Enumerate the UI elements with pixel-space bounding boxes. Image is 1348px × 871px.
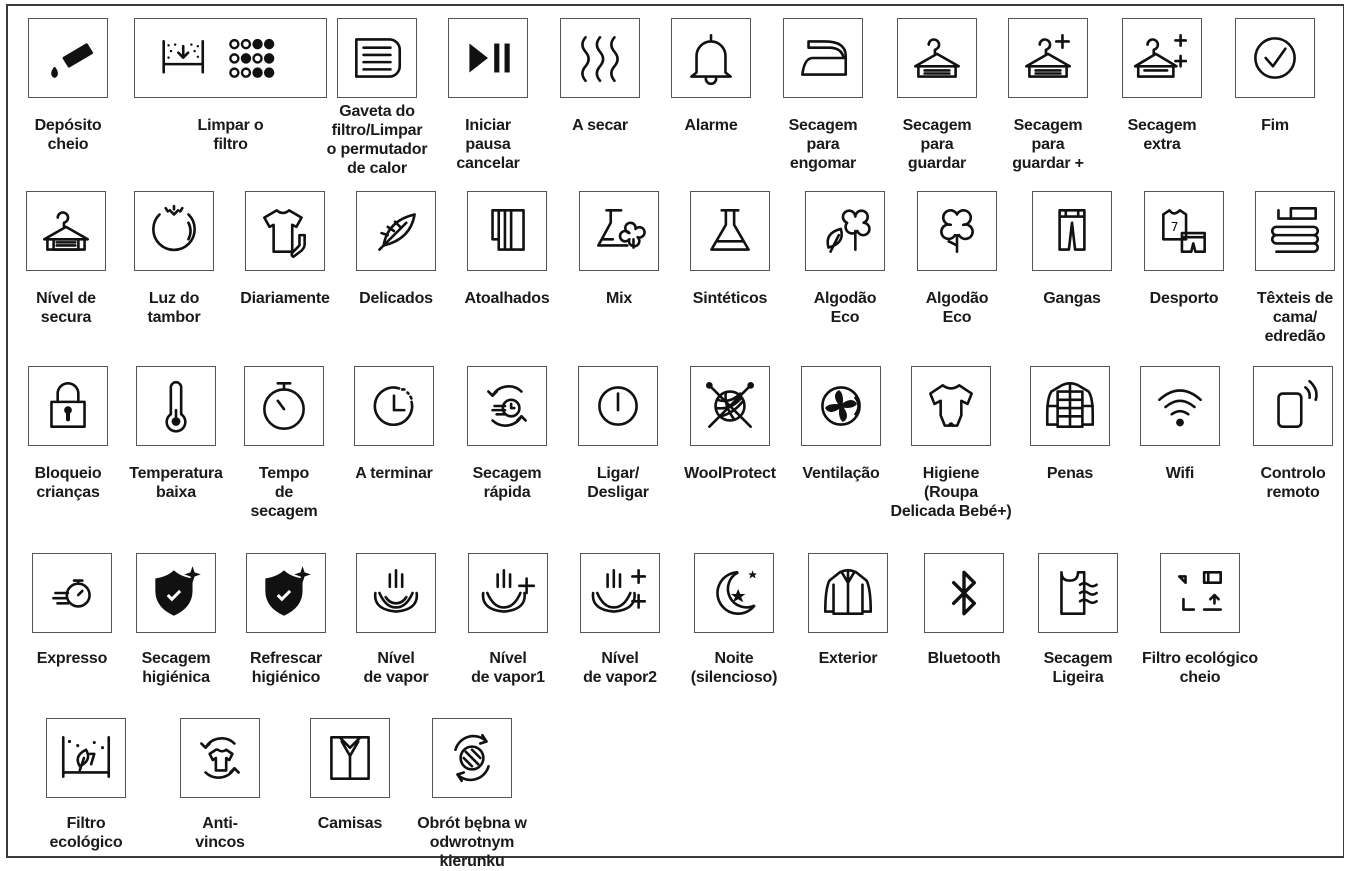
eco-filter-icon bbox=[47, 719, 125, 797]
bedding-icon bbox=[1256, 192, 1334, 270]
symbol-label: Tempo de secagem bbox=[250, 465, 318, 520]
symbol-label: Temperatura baixa bbox=[129, 465, 223, 501]
symbol-icon-box bbox=[134, 191, 214, 271]
symbol-label: Nível de secura bbox=[36, 290, 96, 326]
symbol-icon-box bbox=[1160, 553, 1240, 633]
shield-sparkle-icon bbox=[247, 554, 325, 632]
baby-onesie-icon bbox=[912, 367, 990, 445]
yarn-ball-icon bbox=[691, 367, 769, 445]
symbol-label: Gaveta do filtro/Limpar o permutador de calor bbox=[326, 103, 428, 177]
symbol-icon-box bbox=[32, 553, 112, 633]
power-icon bbox=[579, 367, 657, 445]
symbol-icon-box bbox=[578, 366, 658, 446]
symbol-icon-box bbox=[467, 366, 547, 446]
symbol-icon-box bbox=[356, 553, 436, 633]
symbol-icon-box bbox=[46, 718, 126, 798]
fan-icon bbox=[802, 367, 880, 445]
symbol-icon-box bbox=[808, 553, 888, 633]
symbol-label: Secagem higiénica bbox=[141, 650, 211, 686]
hanger-icon bbox=[898, 19, 976, 97]
symbol-label: Noite (silencioso) bbox=[690, 650, 778, 686]
symbol-label: Higiene (Roupa Delicada Bebé+) bbox=[890, 465, 1012, 520]
symbol-label: Controlo remoto bbox=[1260, 465, 1326, 501]
feather-icon bbox=[357, 192, 435, 270]
lock-icon bbox=[29, 367, 107, 445]
symbol-label: Nível de vapor1 bbox=[471, 650, 545, 686]
symbol-label: Algodão Eco bbox=[925, 290, 989, 326]
symbol-label: Refrescar higiénico bbox=[249, 650, 323, 686]
symbol-icon-box bbox=[1008, 18, 1088, 98]
symbol-label: Alarme bbox=[684, 117, 738, 134]
symbol-label: Camisas bbox=[317, 815, 383, 832]
symbol-label: Luz do tambor bbox=[147, 290, 201, 326]
flask-icon bbox=[691, 192, 769, 270]
symbol-icon-box bbox=[244, 366, 324, 446]
symbol-label: Secagem rápida bbox=[472, 465, 542, 501]
symbol-label: A secar bbox=[572, 117, 628, 134]
symbol-icon-box bbox=[805, 191, 885, 271]
symbol-label: Delicados bbox=[359, 290, 433, 307]
symbol-icon-box bbox=[26, 191, 106, 271]
symbol-label: Anti- vincos bbox=[195, 815, 245, 851]
symbol-icon-box bbox=[897, 18, 977, 98]
filter-drawer-icon bbox=[338, 19, 416, 97]
symbol-label: Diariamente bbox=[240, 290, 330, 307]
symbol-label: Wifi bbox=[1165, 465, 1195, 482]
symbol-label: Penas bbox=[1046, 465, 1094, 482]
symbol-label: Têxteis de cama/ edredão bbox=[1256, 290, 1334, 345]
symbol-label: Secagem extra bbox=[1127, 117, 1197, 153]
symbol-icon-box bbox=[28, 366, 108, 446]
symbol-icon-box bbox=[560, 18, 640, 98]
symbol-label: A terminar bbox=[355, 465, 433, 482]
tshirt-sock-icon bbox=[246, 192, 324, 270]
moon-stars-icon bbox=[695, 554, 773, 632]
symbol-label: Atoalhados bbox=[464, 290, 550, 307]
symbol-label: Iniciar pausa cancelar bbox=[456, 117, 520, 172]
flask-cotton-icon bbox=[580, 192, 658, 270]
symbol-label: Exterior bbox=[818, 650, 878, 667]
clean-filter-icon bbox=[135, 19, 326, 97]
symbol-icon-box bbox=[432, 718, 512, 798]
symbol-label: Obrót bębna w odwrotnym kierunku bbox=[417, 815, 527, 870]
dryness-level-icon bbox=[27, 192, 105, 270]
symbol-icon-box bbox=[1038, 553, 1118, 633]
symbol-icon-box bbox=[1122, 18, 1202, 98]
svg-text:7: 7 bbox=[1170, 219, 1179, 234]
symbol-icon-box bbox=[180, 718, 260, 798]
symbol-label: Expresso bbox=[36, 650, 108, 667]
symbol-label: Secagem Ligeira bbox=[1043, 650, 1113, 686]
symbol-icon-box bbox=[1253, 366, 1333, 446]
steam-plus-icon bbox=[469, 554, 547, 632]
symbol-icon-box bbox=[690, 191, 770, 271]
symbol-label: Desporto bbox=[1149, 290, 1219, 307]
eco-filter-full-icon bbox=[1161, 554, 1239, 632]
symbol-label: Secagem para engomar bbox=[788, 117, 858, 172]
jacket-icon bbox=[809, 554, 887, 632]
symbol-icon-box bbox=[1255, 191, 1335, 271]
down-jacket-icon bbox=[1031, 367, 1109, 445]
symbol-icon-box bbox=[310, 718, 390, 798]
symbol-label: Algodão Eco bbox=[813, 290, 877, 326]
symbol-icon-box bbox=[911, 366, 991, 446]
sport-clothes-icon bbox=[1145, 192, 1223, 270]
symbol-icon-box bbox=[28, 18, 108, 98]
symbol-label: Sintéticos bbox=[692, 290, 768, 307]
symbol-label: Limpar o filtro bbox=[197, 117, 264, 153]
symbol-icon-box bbox=[134, 18, 327, 98]
symbol-label: Nível de vapor2 bbox=[583, 650, 657, 686]
symbol-icon-box bbox=[337, 18, 417, 98]
symbol-icon-box bbox=[136, 553, 216, 633]
quick-dry-icon bbox=[468, 367, 546, 445]
symbol-icon-box bbox=[917, 191, 997, 271]
bluetooth-icon bbox=[925, 554, 1003, 632]
symbol-label: Ventilação bbox=[802, 465, 880, 482]
symbol-icon-box bbox=[354, 366, 434, 446]
symbol-icon-box bbox=[356, 191, 436, 271]
cotton-leaf-icon bbox=[806, 192, 884, 270]
symbol-icon-box bbox=[1030, 366, 1110, 446]
clock-end-icon bbox=[355, 367, 433, 445]
drying-icon bbox=[561, 19, 639, 97]
symbol-label: Secagem para guardar + bbox=[1012, 117, 1084, 172]
symbol-icon-box bbox=[245, 191, 325, 271]
steam-plus-plus-icon bbox=[581, 554, 659, 632]
symbol-label: WoolProtect bbox=[684, 465, 776, 482]
reverse-drum-icon bbox=[433, 719, 511, 797]
symbol-label: Fim bbox=[1261, 117, 1289, 134]
play-pause-icon bbox=[449, 19, 527, 97]
bell-icon bbox=[672, 19, 750, 97]
light-dry-icon bbox=[1039, 554, 1117, 632]
symbol-label: Filtro ecológico bbox=[49, 815, 123, 851]
symbol-icon-box bbox=[579, 191, 659, 271]
symbol-icon-box bbox=[1140, 366, 1220, 446]
hanger-plus-icon bbox=[1009, 19, 1087, 97]
shirt-icon bbox=[311, 719, 389, 797]
symbol-icon-box bbox=[1032, 191, 1112, 271]
symbol-icon-box bbox=[136, 366, 216, 446]
symbol-icon-box bbox=[801, 366, 881, 446]
anti-crease-icon bbox=[181, 719, 259, 797]
symbol-label: Filtro ecológico cheio bbox=[1142, 650, 1258, 686]
symbol-label: Nível de vapor bbox=[363, 650, 429, 686]
cotton-icon bbox=[918, 192, 996, 270]
symbol-label: Bluetooth bbox=[927, 650, 1001, 667]
wifi-icon bbox=[1141, 367, 1219, 445]
hanger-plus-plus-icon bbox=[1123, 19, 1201, 97]
check-circle-icon bbox=[1236, 19, 1314, 97]
symbol-label: Ligar/ Desligar bbox=[587, 465, 649, 501]
drum-light-icon bbox=[135, 192, 213, 270]
remote-control-icon bbox=[1254, 367, 1332, 445]
symbol-icon-box bbox=[783, 18, 863, 98]
symbol-label: Mix bbox=[605, 290, 633, 307]
symbol-icon-box bbox=[468, 553, 548, 633]
symbol-label: Gangas bbox=[1043, 290, 1101, 307]
symbol-icon-box bbox=[448, 18, 528, 98]
symbol-icon-box bbox=[690, 366, 770, 446]
thermometer-icon bbox=[137, 367, 215, 445]
symbol-icon-box bbox=[1144, 191, 1224, 271]
express-icon bbox=[33, 554, 111, 632]
steam-icon bbox=[357, 554, 435, 632]
jeans-icon bbox=[1033, 192, 1111, 270]
symbol-icon-box bbox=[671, 18, 751, 98]
symbol-icon-box bbox=[924, 553, 1004, 633]
symbol-label: Bloqueio crianças bbox=[34, 465, 102, 501]
full-tank-icon bbox=[29, 19, 107, 97]
iron-icon bbox=[784, 19, 862, 97]
symbol-icon-box bbox=[580, 553, 660, 633]
symbol-label: Depósito cheio bbox=[34, 117, 102, 153]
symbol-icon-box bbox=[1235, 18, 1315, 98]
symbol-icon-box bbox=[246, 553, 326, 633]
shield-sparkle-icon bbox=[137, 554, 215, 632]
symbol-icon-box bbox=[467, 191, 547, 271]
towel-icon bbox=[468, 192, 546, 270]
symbol-icon-box bbox=[694, 553, 774, 633]
symbol-label: Secagem para guardar bbox=[902, 117, 972, 172]
stopwatch-icon bbox=[245, 367, 323, 445]
